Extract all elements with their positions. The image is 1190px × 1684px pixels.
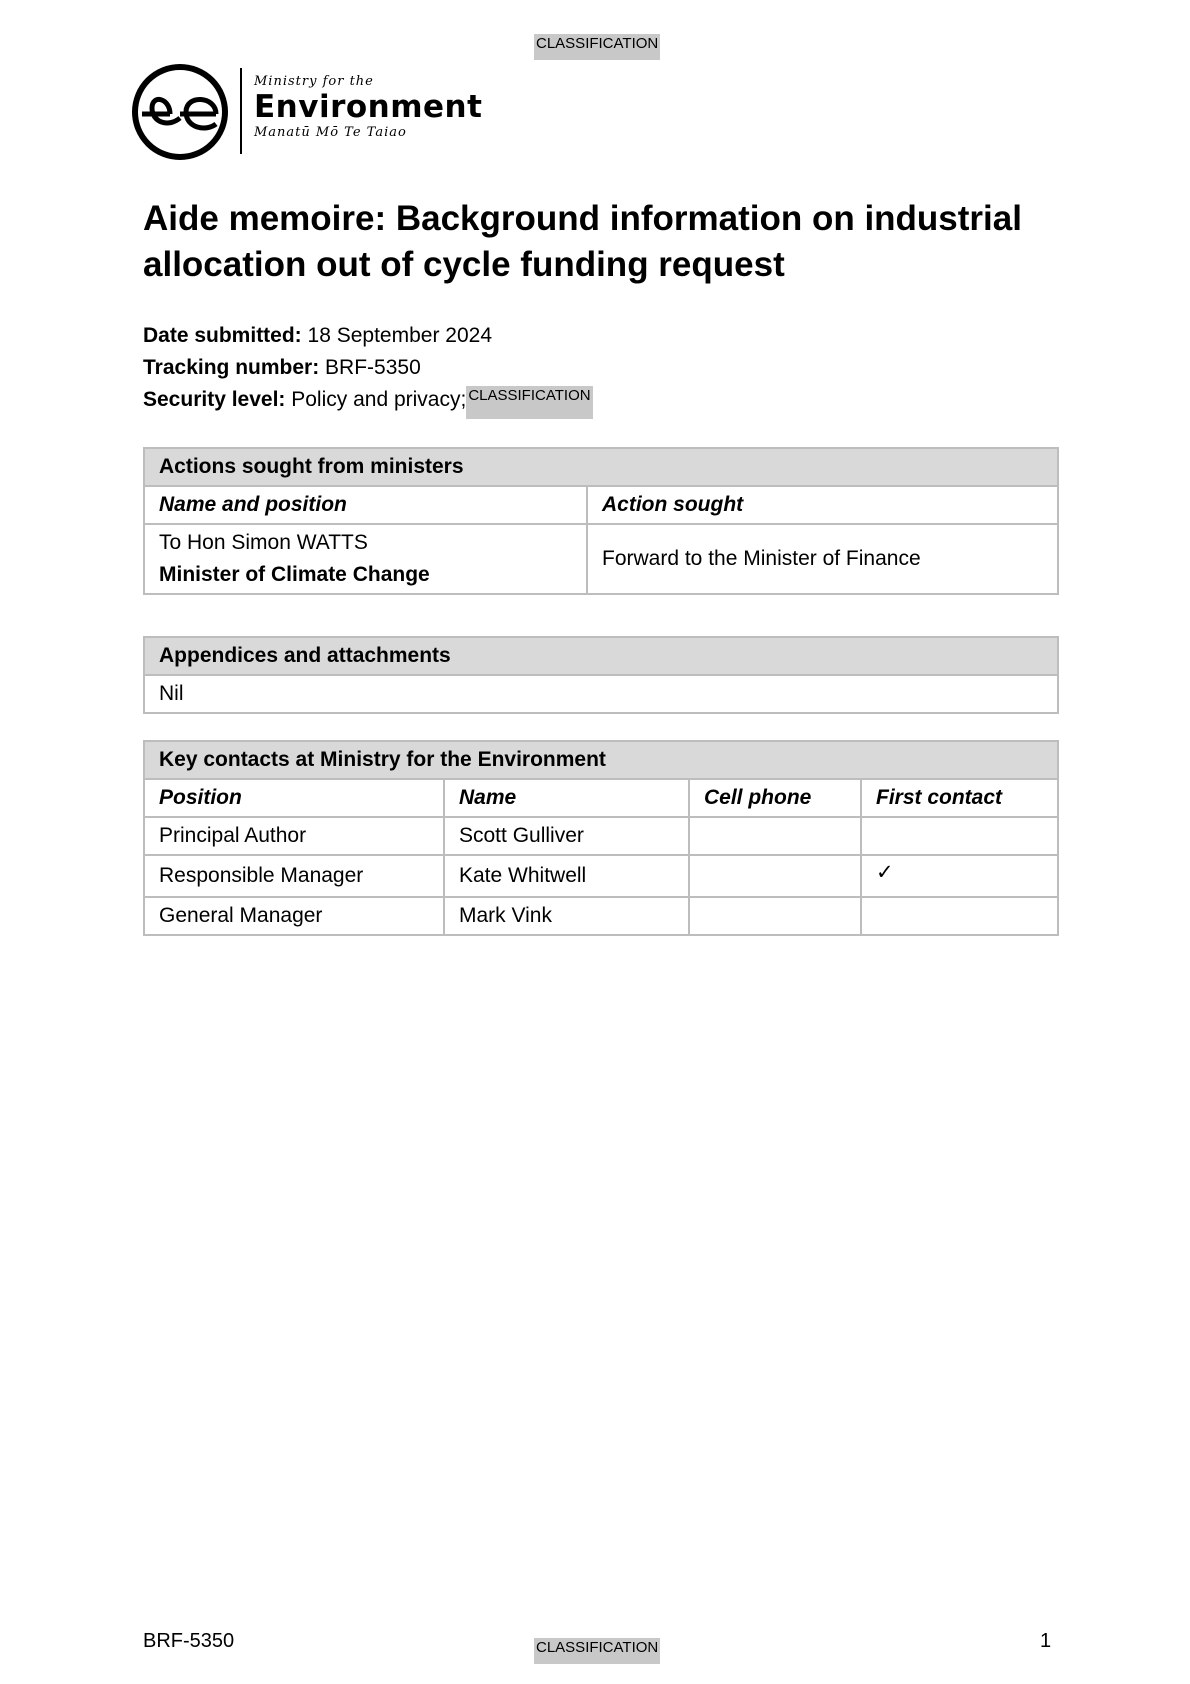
table-row	[144, 817, 1058, 855]
date-value: 18 September 2024	[307, 324, 492, 347]
contact-name: Scott Gulliver	[444, 817, 689, 855]
contact-position: Principal Author	[144, 817, 444, 855]
logo-divider	[240, 68, 242, 154]
contact-cell	[689, 817, 861, 855]
contact-first	[861, 817, 1058, 855]
table-row	[144, 897, 1058, 935]
contact-cell	[689, 855, 861, 897]
appendices-value: Nil	[144, 675, 1058, 713]
page-number: 1	[1040, 1630, 1052, 1652]
actions-recipient-cell	[144, 524, 587, 594]
header-classification: CLASSIFICATION	[534, 34, 660, 60]
actions-col-action: Action sought	[587, 486, 1058, 524]
contacts-col-name: Name	[444, 779, 689, 817]
contacts-heading: Key contacts at Ministry for the Environment	[144, 741, 1058, 779]
tracking-label: Tracking number:	[143, 356, 320, 379]
table-row	[144, 855, 1058, 897]
tracking-line	[143, 352, 593, 384]
contacts-table	[143, 740, 1059, 936]
contact-first	[861, 897, 1058, 935]
footer-classification: CLASSIFICATION	[534, 1638, 660, 1664]
security-value: Policy and privacy;	[291, 388, 467, 411]
security-line	[143, 384, 593, 416]
tracking-value: BRF-5350	[325, 356, 421, 379]
logo-line3: Manatū Mō Te Taiao	[254, 125, 407, 140]
ministry-wordmark	[254, 74, 482, 140]
appendices-table	[143, 636, 1059, 714]
logo-line2: Environment	[254, 89, 483, 125]
date-label: Date submitted:	[143, 324, 302, 347]
footer-reference: BRF-5350	[143, 1630, 235, 1652]
contact-name: Kate Whitwell	[444, 855, 689, 897]
actions-col-name: Name and position	[144, 486, 587, 524]
contacts-col-first: First contact	[861, 779, 1058, 817]
contacts-col-cell: Cell phone	[689, 779, 861, 817]
actions-table	[143, 447, 1059, 595]
contact-name: Mark Vink	[444, 897, 689, 935]
contacts-col-position: Position	[144, 779, 444, 817]
contact-first-checkmark-icon: ✓	[861, 855, 1058, 897]
recipient-name: To Hon Simon WATTS	[159, 531, 368, 554]
contact-position: General Manager	[144, 897, 444, 935]
actions-sought-value: Forward to the Minister of Finance	[587, 524, 1058, 594]
appendices-heading: Appendices and attachments	[144, 637, 1058, 675]
ministry-emblem-icon	[130, 62, 230, 162]
security-classification: CLASSIFICATION	[466, 386, 592, 419]
actions-heading: Actions sought from ministers	[144, 448, 1058, 486]
document-title: Aide memoire: Background information on industrial allocation out of cycle funding request	[143, 199, 1022, 284]
logo-line1: Ministry for the	[254, 74, 374, 89]
document-meta	[143, 320, 593, 416]
security-label: Security level:	[143, 388, 286, 411]
contact-cell	[689, 897, 861, 935]
contact-position: Responsible Manager	[144, 855, 444, 897]
recipient-position: Minister of Climate Change	[159, 563, 430, 586]
date-line	[143, 320, 593, 352]
